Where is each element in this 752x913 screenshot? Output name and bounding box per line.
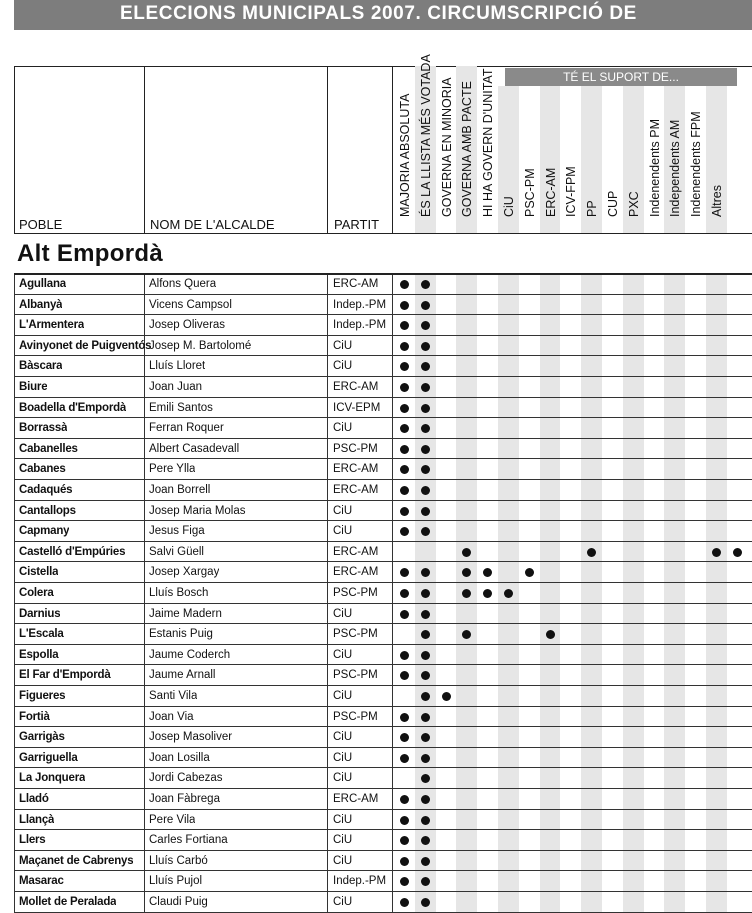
bullet-mark <box>462 568 471 577</box>
bullet-mark <box>587 548 596 557</box>
cell-alcalde: Jaume Arnall <box>149 669 216 682</box>
bullet-mark <box>421 816 430 825</box>
header-bottom-rule <box>14 233 752 234</box>
header-column-text: PSC-PM <box>522 168 537 217</box>
cell-alcalde: Estanis Puig <box>149 628 213 641</box>
cell-partit: ERC-AM <box>333 484 379 496</box>
cell-poble: El Far d'Empordà <box>19 669 111 682</box>
cell-partit: CiU <box>333 607 353 620</box>
cell-partit: ICV-EPM <box>333 401 381 414</box>
header-divider <box>14 66 15 234</box>
header-column-label <box>603 71 621 231</box>
header-column-text: Independents AM <box>668 119 683 217</box>
cell-partit: Indep.-PM <box>333 298 387 311</box>
header-alcalde: NOM DE L'ALCALDE <box>150 217 275 232</box>
cell-alcalde: Josep Oliveras <box>149 319 226 332</box>
cell-poble: Colera <box>19 587 54 599</box>
bullet-mark <box>421 424 430 433</box>
bullet-mark <box>421 342 430 351</box>
header-column-label <box>561 71 579 231</box>
bullet-mark <box>400 671 409 680</box>
cell-alcalde: Josep Masoliver <box>149 731 233 744</box>
bullet-mark <box>421 733 430 742</box>
cell-alcalde: Joan Borrell <box>149 484 211 496</box>
table-row <box>14 604 752 625</box>
cell-partit: CiU <box>333 360 353 373</box>
header-column-text: HI HA GOVERN D'UNITAT <box>481 68 496 217</box>
header-column-text: ÉS LA LLISTA MÉS VOTADA <box>418 54 433 217</box>
bullet-mark <box>400 342 409 351</box>
bullet-mark <box>400 465 409 474</box>
bullet-mark <box>400 527 409 536</box>
bullet-mark <box>525 568 534 577</box>
cell-partit: PSC-PM <box>333 442 378 455</box>
header-column-text: ERC-AM <box>543 167 558 217</box>
bullet-mark <box>712 548 721 557</box>
table-row <box>14 810 752 831</box>
cell-alcalde: Vicens Campsol <box>149 298 232 311</box>
cell-poble: L'Armentera <box>19 319 85 332</box>
cell-alcalde: Joan Fàbrega <box>149 793 220 805</box>
cell-poble: Maçanet de Cabrenys <box>19 854 134 867</box>
header-column-text: Indenendents PM <box>647 119 662 217</box>
cell-alcalde: Joan Losilla <box>149 751 210 764</box>
table-row <box>14 665 752 686</box>
bullet-mark <box>421 651 430 660</box>
bullet-mark <box>421 486 430 495</box>
bullet-mark <box>421 568 430 577</box>
table-row <box>14 851 752 872</box>
cell-partit: ERC-AM <box>333 463 379 476</box>
table-row <box>14 315 752 336</box>
header-column-text: MAJORIA ABSOLUTA <box>398 93 412 217</box>
cell-poble: Mollet de Peralada <box>19 896 117 908</box>
cell-partit: CiU <box>333 772 353 785</box>
cell-alcalde: Josep M. Bartolomé <box>149 339 252 352</box>
bullet-mark <box>421 774 430 783</box>
bullet-mark <box>421 383 430 392</box>
table-row <box>14 418 752 439</box>
header-column-label <box>457 71 475 231</box>
cell-poble: Biure <box>19 381 48 393</box>
bullet-mark <box>483 568 492 577</box>
cell-poble: Cabanes <box>19 463 66 476</box>
bullet-mark <box>421 445 430 454</box>
header-column-text: GOVERNA EN MINORIA <box>439 77 454 217</box>
bullet-mark <box>421 877 430 886</box>
header-suport: TÉ EL SUPORT DE... <box>505 68 737 86</box>
bullet-mark <box>462 589 471 598</box>
cell-partit: ERC-AM <box>333 278 379 290</box>
cell-partit: CiU <box>333 648 353 661</box>
cell-poble: Darnius <box>19 607 61 620</box>
table-row <box>14 686 752 707</box>
header-column-label <box>686 71 704 231</box>
bullet-mark <box>400 877 409 886</box>
header-column-label <box>582 71 600 231</box>
cell-alcalde: Joan Via <box>149 710 194 723</box>
banner-title: ELECCIONS MUNICIPALS 2007. CIRCUMSCRIPCIÓ DE <box>120 3 637 24</box>
header-partit: PARTIT <box>334 217 380 232</box>
bullet-mark <box>400 651 409 660</box>
bullet-mark <box>400 568 409 577</box>
bullet-mark <box>442 692 451 701</box>
cell-poble: Cantallops <box>19 504 76 517</box>
cell-alcalde: Claudi Puig <box>149 896 208 908</box>
cell-partit: CiU <box>333 504 353 517</box>
table-row <box>14 892 752 913</box>
table-row <box>14 336 752 357</box>
cell-poble: Cabanelles <box>19 442 78 455</box>
bullet-mark <box>421 527 430 536</box>
cell-partit: ERC-AM <box>333 545 379 558</box>
bullet-mark <box>421 754 430 763</box>
bullet-mark <box>400 486 409 495</box>
table-row <box>14 521 752 542</box>
bullet-mark <box>400 280 409 289</box>
bullet-mark <box>400 362 409 371</box>
header-column-text: Altres <box>710 185 724 217</box>
cell-partit: PSC-PM <box>333 587 378 599</box>
cell-alcalde: Pere Vila <box>149 813 196 826</box>
cell-poble: L'Escala <box>19 628 64 641</box>
cell-alcalde: Lluís Pujol <box>149 875 203 888</box>
bullet-mark <box>400 424 409 433</box>
header-poble: POBLE <box>19 217 63 232</box>
cell-alcalde: Jaume Coderch <box>149 648 231 661</box>
cell-poble: Cadaqués <box>19 484 73 496</box>
cell-alcalde: Lluís Lloret <box>149 360 206 373</box>
cell-poble: Castelló d'Empúries <box>19 545 126 558</box>
header-column-label <box>437 71 455 231</box>
cell-alcalde: Ferran Roquer <box>149 422 224 435</box>
cell-partit: ERC-AM <box>333 793 379 805</box>
table-row <box>14 748 752 769</box>
cell-alcalde: Joan Juan <box>149 381 203 393</box>
table-row <box>14 480 752 501</box>
cell-alcalde: Lluís Bosch <box>149 587 209 599</box>
region-title: Alt Empordà <box>17 240 163 267</box>
cell-partit: CiU <box>333 854 353 867</box>
cell-alcalde: Jordi Cabezas <box>149 772 223 785</box>
cell-partit: CiU <box>333 690 353 702</box>
cell-poble: Masarac <box>19 875 64 888</box>
table-row <box>14 707 752 728</box>
header-top-rule <box>14 66 752 67</box>
cell-alcalde: Carles Fortiana <box>149 834 228 847</box>
bullet-mark <box>483 589 492 598</box>
cell-alcalde: Pere Ylla <box>149 463 196 476</box>
cell-partit: CiU <box>333 896 353 908</box>
table-row <box>14 789 752 810</box>
bullet-mark <box>400 610 409 619</box>
header-column-label <box>478 68 496 231</box>
table-row <box>14 356 752 377</box>
cell-partit: CiU <box>333 813 353 826</box>
table-row <box>14 398 752 419</box>
bullet-mark <box>400 589 409 598</box>
bullet-mark <box>421 671 430 680</box>
cell-alcalde: Albert Casadevall <box>149 442 240 455</box>
bullet-mark <box>504 589 513 598</box>
bullet-mark <box>421 795 430 804</box>
header-column-label <box>416 54 434 231</box>
table-row <box>14 295 752 316</box>
cell-poble: Avinyonet de Puigventós <box>19 339 152 352</box>
bullet-mark <box>462 630 471 639</box>
table-row <box>14 830 752 851</box>
bullet-mark <box>400 857 409 866</box>
cell-partit: PSC-PM <box>333 628 378 641</box>
bullet-mark <box>400 404 409 413</box>
cell-poble: Borrassà <box>19 422 68 435</box>
bullet-mark <box>400 795 409 804</box>
bullet-mark <box>400 898 409 907</box>
header-column-label <box>395 71 413 231</box>
table-row <box>14 645 752 666</box>
cell-partit: CiU <box>333 339 353 352</box>
cell-alcalde: Jesus Figa <box>149 525 205 538</box>
bullet-mark <box>400 507 409 516</box>
header-column-text: PXC <box>626 191 641 217</box>
bullet-mark <box>400 383 409 392</box>
cell-poble: Figueres <box>19 690 66 702</box>
cell-poble: Agullana <box>19 278 66 290</box>
table-row <box>14 871 752 892</box>
cell-partit: Indep.-PM <box>333 319 387 332</box>
bullet-mark <box>400 816 409 825</box>
header-divider <box>392 66 393 234</box>
bullet-mark <box>421 465 430 474</box>
table-row <box>14 768 752 789</box>
cell-partit: CiU <box>333 525 353 538</box>
bullet-mark <box>421 857 430 866</box>
bullet-mark <box>421 836 430 845</box>
cell-partit: CiU <box>333 834 353 847</box>
banner <box>14 0 752 30</box>
cell-poble: Garrigàs <box>19 731 65 744</box>
header-divider <box>327 66 328 234</box>
table-row <box>14 459 752 480</box>
header-column-text: CUP <box>606 190 620 217</box>
bullet-mark <box>733 548 742 557</box>
cell-poble: Garriguella <box>19 751 78 764</box>
bullet-mark <box>400 836 409 845</box>
header-column-label <box>707 71 725 231</box>
cell-alcalde: Salvi Güell <box>149 545 204 558</box>
cell-partit: ERC-AM <box>333 566 379 579</box>
bullet-mark <box>400 301 409 310</box>
cell-poble: Boadella d'Empordà <box>19 401 127 414</box>
bullet-mark <box>421 610 430 619</box>
table-row <box>14 542 752 563</box>
bullet-mark <box>421 362 430 371</box>
cell-alcalde: Alfons Quera <box>149 278 217 290</box>
cell-partit: Indep.-PM <box>333 875 387 888</box>
bullet-mark <box>400 713 409 722</box>
bullet-mark <box>421 692 430 701</box>
cell-poble: Capmany <box>19 525 70 538</box>
table-row <box>14 562 752 583</box>
bullet-mark <box>400 754 409 763</box>
cell-poble: Llançà <box>19 813 55 826</box>
table-row <box>14 501 752 522</box>
header-column-text: PP <box>585 200 600 217</box>
bullet-mark <box>421 898 430 907</box>
bullet-mark <box>546 630 555 639</box>
cell-poble: Cistella <box>19 566 59 579</box>
header-divider <box>144 66 145 234</box>
bullet-mark <box>421 301 430 310</box>
table-row <box>14 439 752 460</box>
cell-poble: Espolla <box>19 648 59 661</box>
table-row <box>14 727 752 748</box>
cell-poble: Llers <box>19 834 46 847</box>
cell-poble: Albanyà <box>19 298 63 311</box>
header-column-label <box>520 71 538 231</box>
cell-poble: Bàscara <box>19 360 63 373</box>
bullet-mark <box>421 630 430 639</box>
cell-alcalde: Lluís Carbó <box>149 854 208 867</box>
header-column-text: Indenendents FPM <box>689 111 704 217</box>
bullet-mark <box>400 445 409 454</box>
cell-partit: PSC-PM <box>333 669 378 682</box>
bullet-mark <box>400 321 409 330</box>
header-column-label <box>499 71 517 231</box>
cell-poble: Lladó <box>19 793 49 805</box>
header-column-label <box>541 71 559 231</box>
cell-alcalde: Josep Xargay <box>149 566 220 579</box>
cell-poble: La Jonquera <box>19 772 86 785</box>
bullet-mark <box>421 404 430 413</box>
cell-partit: PSC-PM <box>333 710 378 723</box>
bullet-mark <box>421 589 430 598</box>
header-column-label <box>665 71 683 231</box>
cell-partit: CiU <box>333 422 353 435</box>
cell-alcalde: Santi Vila <box>149 690 198 702</box>
cell-partit: ERC-AM <box>333 381 379 393</box>
cell-partit: CiU <box>333 731 353 744</box>
bullet-mark <box>421 507 430 516</box>
bullet-mark <box>462 548 471 557</box>
bullet-mark <box>421 713 430 722</box>
header-column-label <box>645 71 663 231</box>
header-column-text: CiU <box>502 196 516 217</box>
table-row <box>14 377 752 398</box>
bullet-mark <box>400 733 409 742</box>
cell-alcalde: Jaime Madern <box>149 607 222 620</box>
table-row <box>14 624 752 645</box>
cell-alcalde: Emili Santos <box>149 401 213 414</box>
cell-partit: CiU <box>333 751 353 764</box>
cell-alcalde: Josep Maria Molas <box>149 504 246 517</box>
header-column-text: ICV-FPM <box>564 166 579 217</box>
bullet-mark <box>421 321 430 330</box>
table-header <box>14 54 752 234</box>
bullet-mark <box>421 280 430 289</box>
header-column-label <box>624 71 642 231</box>
table-row <box>14 274 752 295</box>
table-row <box>14 583 752 604</box>
header-column-text: GOVERNA AMB PACTE <box>460 81 475 217</box>
cell-poble: Fortià <box>19 710 50 723</box>
